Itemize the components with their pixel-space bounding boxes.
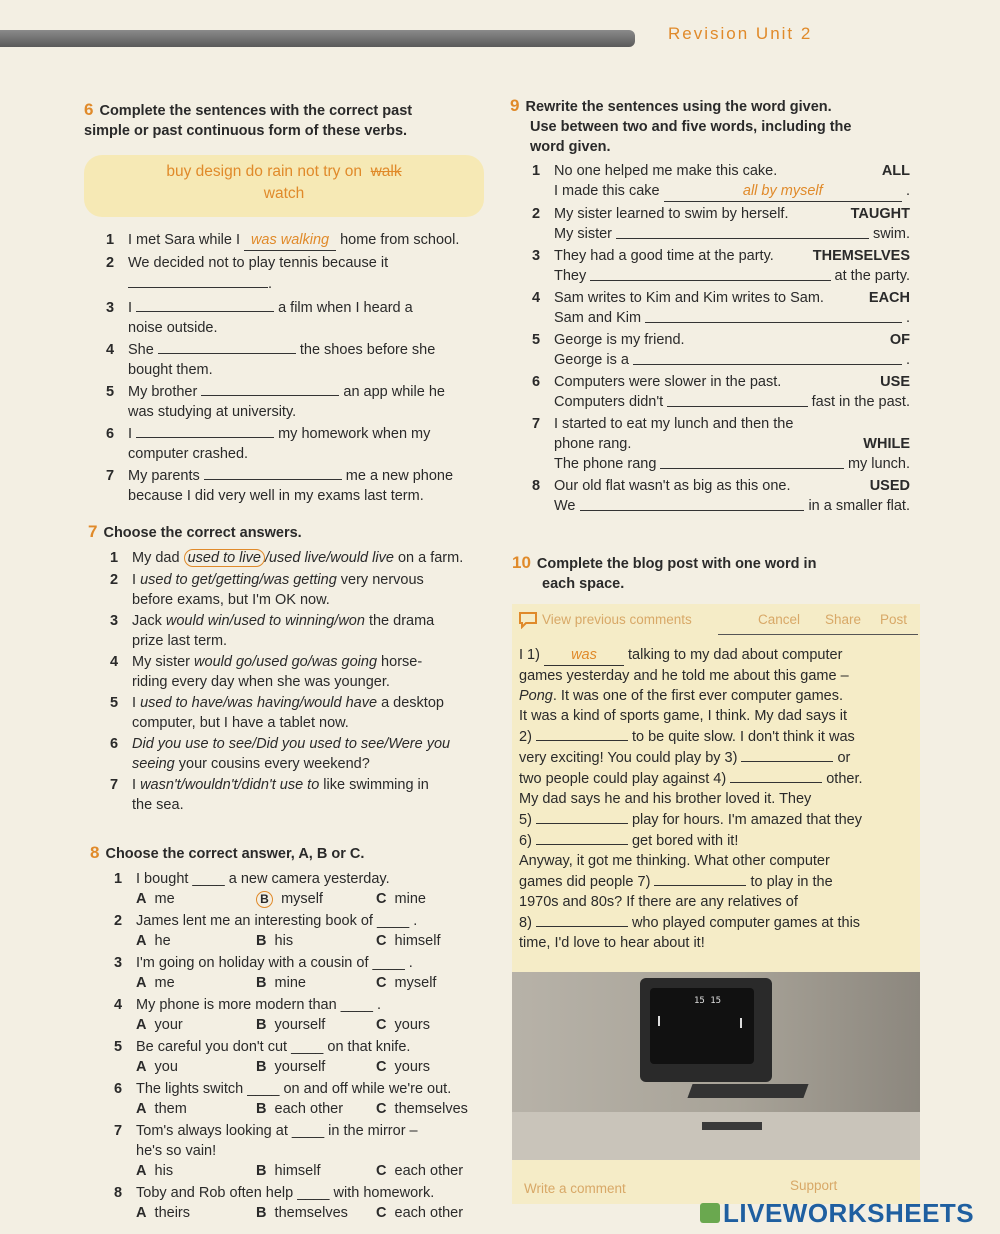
option-c[interactable]: C each other: [376, 1205, 464, 1221]
option-b[interactable]: B mine: [256, 975, 306, 991]
blog-line: games did people 7) to play in the: [519, 871, 909, 892]
blog-toolbar: [512, 604, 920, 634]
ex8-options: [114, 1161, 494, 1181]
answer-field[interactable]: [741, 747, 833, 762]
blog-line: 8) who played computer games at this: [519, 912, 909, 933]
option-a[interactable]: A his: [136, 1163, 174, 1179]
ex7-item-3: 3 Jack would win/used to winning/won the drama: [110, 613, 435, 629]
option-b[interactable]: B yourself: [256, 1059, 326, 1075]
photo-retro-computer: [512, 972, 920, 1160]
blog-line: games yesterday and he told me about this game –: [519, 668, 849, 684]
answer-options[interactable]: would go/used go/was going: [194, 654, 378, 670]
selected-answer: B: [256, 891, 273, 908]
ex6-item-4: 4 She the shoes before she: [106, 339, 496, 360]
option-c[interactable]: C himself: [376, 933, 441, 949]
answer-field[interactable]: [590, 266, 830, 281]
option-c[interactable]: C themselves: [376, 1101, 468, 1117]
support-link[interactable]: Support: [790, 1178, 838, 1193]
option-a[interactable]: A theirs: [136, 1205, 191, 1221]
ex8-item-question: 2 James lent me an interesting book of ____ .: [114, 913, 418, 929]
ex9-item: 7 I started to eat my lunch and then the: [532, 416, 794, 432]
ex8-options: [114, 889, 494, 909]
ex6-item-5: 5 My brother an app while he: [106, 381, 496, 402]
answer-field[interactable]: [158, 339, 296, 354]
blog-line: 5) play for hours. I'm amazed that they: [519, 809, 909, 830]
ex6-item-1: 1 I met Sara while I was walking home from school.: [106, 230, 496, 251]
ex8-item-question: 8 Toby and Rob often help ____ with homework.: [114, 1185, 435, 1201]
ex8-item-question: 1 I bought ____ a new camera yesterday.: [114, 871, 390, 887]
blog-line: It was a kind of sports game, I think. My dad says it: [519, 708, 847, 724]
blog-line: I 1) was talking to my dad about computer: [519, 645, 909, 666]
ex7-item-6: 6 Did you use to see/Did you used to see/Were you: [110, 736, 451, 752]
option-b[interactable]: B each other: [256, 1101, 344, 1117]
answer-options[interactable]: used to have/was having/would have: [140, 695, 378, 711]
option-c[interactable]: C each other: [376, 1163, 464, 1179]
answer-field[interactable]: [536, 809, 628, 824]
ex7-list: 1 My dad used to live /used live/would live on a farm. 2 I used to get/getting/was getting very nervous before exams, but I'm OK now. 3 Jack would win/used to winning/won the drama prize last term. 4 My sister would go/used go/was going horse- riding every day when she was younger. 5 I used to have/was having/would have a desktop computer, but I have a tablet now. 6 Did you use to see/Did you used to see/Were you seeing your cousins every weekend? 7 I wasn't/wouldn't/didn't use to like swimming in the sea.: [110, 548, 500, 815]
ex7-item-2: 2 I used to get/getting/was getting very nervous: [110, 572, 424, 588]
answer-field[interactable]: [730, 768, 822, 783]
brand-logo: LIVEWORKSHEETS: [700, 1198, 974, 1229]
answer-field[interactable]: [633, 350, 902, 365]
answer-field[interactable]: [580, 496, 805, 511]
post-button[interactable]: Post: [880, 612, 908, 627]
answer-field[interactable]: [654, 871, 746, 886]
ex6-item-6: 6 I my homework when my: [106, 423, 496, 444]
option-c[interactable]: C yours: [376, 1017, 431, 1033]
ex8-item-question: 5 Be careful you don't cut ____ on that knife.: [114, 1039, 411, 1055]
key-word: USE: [880, 374, 910, 390]
answer-options[interactable]: wasn't/wouldn't/didn't use to: [140, 777, 320, 793]
comment-icon: [518, 611, 538, 632]
answer-field[interactable]: [204, 465, 342, 480]
answer-options[interactable]: would win/used to winning/won: [165, 613, 365, 629]
option-b[interactable]: B his: [256, 933, 294, 949]
tv-icon: [640, 978, 772, 1082]
option-b[interactable]: B yourself: [256, 1017, 326, 1033]
option-c[interactable]: C myself: [376, 975, 437, 991]
option-b[interactable]: B himself: [256, 1163, 321, 1179]
answer-field[interactable]: [645, 308, 902, 323]
blog-line: 6) get bored with it!: [519, 830, 909, 851]
tv-score: 15 15: [694, 996, 722, 1006]
blog-line: Pong. It was one of the first ever computer games.: [519, 688, 844, 704]
blog-line: 1970s and 80s? If there are any relatives of: [519, 894, 798, 910]
ex9-title: 9 Rewrite the sentences using the word given. Use between two and five words, including the word given.: [510, 96, 852, 155]
write-comment-link[interactable]: Write a comment: [524, 1181, 626, 1196]
answer-field[interactable]: [536, 726, 628, 741]
answer-options[interactable]: used to get/getting/was getting: [140, 572, 337, 588]
ex6-item-2: 2 We decided not to play tennis because it: [106, 255, 389, 271]
ex6-title: 6 Complete the sentences with the correct past simple or past continuous form of these verbs.: [84, 100, 413, 139]
share-button[interactable]: Share: [825, 612, 862, 627]
ex6-number: 6: [84, 100, 94, 119]
answer-field[interactable]: [616, 224, 869, 239]
option-b[interactable]: B themselves: [256, 1205, 348, 1221]
ex6-word-box: buy design do rain not try on walk watch: [84, 155, 484, 217]
option-b[interactable]: B myself: [256, 889, 323, 909]
ex10-number: 10: [512, 553, 531, 572]
page-title: Revision Unit 2: [668, 24, 813, 43]
ex8-list: 1 I bought ____ a new camera yesterday. A me B myself C mine 2 James lent me an interesting book of ____ . A he B his C himself 3 I'm going on holiday with a cousin of ____ . A me B mine C myself 4 My phone is more modern than ____ . A your B yourself C yours 5 Be careful you don't cut ____ on that knife. A you B yourself C yours 6 The lights switch ____ on and off while we're out. A them B each other C themselves 7 Tom's always looking at ____ in the mirror – he's so vain! A his B himself C each other 8 Toby and Rob often help ____ with homework. A theirs B themselves C each other: [114, 869, 494, 1223]
ex9-item: 2 My sister learned to swim by herself. TAUGHT: [532, 206, 910, 222]
ex7-item-7: 7 I wasn't/wouldn't/didn't use to like swimming in: [110, 777, 429, 793]
ex8-options: [114, 1057, 494, 1077]
selected-answer[interactable]: used to live: [184, 549, 265, 567]
ex7-item-4: 4 My sister would go/used go/was going horse-: [110, 654, 423, 670]
ex8-options: [114, 931, 494, 951]
ex9-item: 6 Computers were slower in the past. USE: [532, 374, 910, 390]
key-word: THEMSELVES: [812, 248, 910, 264]
ex8-options: [114, 1203, 494, 1223]
ex6-item-7: 7 My parents me a new phone: [106, 465, 496, 486]
answer-field[interactable]: was: [544, 645, 624, 666]
ex7-title: 7 Choose the correct answers.: [88, 522, 302, 541]
ex8-item-question: 7 Tom's always looking at ____ in the mirror –: [114, 1123, 418, 1139]
ex9-item: 1 No one helped me make this cake. ALL: [532, 163, 910, 179]
ex6-item-3: 3 I a film when I heard a: [106, 297, 496, 318]
answer-options[interactable]: Did you use to see/Did you used to see/Were you: [132, 736, 451, 752]
answer-field[interactable]: [201, 381, 339, 396]
key-word: WHILE: [863, 436, 910, 452]
ex7-item-5: 5 I used to have/was having/would have a desktop: [110, 695, 444, 711]
option-c[interactable]: C yours: [376, 1059, 431, 1075]
answer-field[interactable]: [136, 297, 274, 312]
answer-field[interactable]: all by myself: [664, 181, 902, 202]
ex8-options: [114, 973, 494, 993]
key-word: OF: [889, 332, 910, 348]
ex10-title: 10 Complete the blog post with one word in each space.: [512, 553, 817, 592]
blog-line: My dad says he and his brother loved it. They: [519, 791, 812, 807]
answer-field[interactable]: was walking: [244, 230, 336, 251]
option-a[interactable]: A me: [136, 891, 175, 907]
ex8-item-question: 3 I'm going on holiday with a cousin of ____ .: [114, 955, 413, 971]
ex8-options: [114, 1015, 494, 1035]
ex7-item-1: 1 My dad used to live /used live/would live on a farm.: [110, 550, 464, 566]
ex9-item: 4 Sam writes to Kim and Kim writes to Sam. EACH: [532, 290, 910, 306]
answer-field[interactable]: [128, 273, 268, 288]
key-word: USED: [869, 478, 910, 494]
ex9-item: 5 George is my friend. OF: [532, 332, 910, 348]
blog-line: two people could play against 4) other.: [519, 768, 909, 789]
ex8-item-question: 6 The lights switch ____ on and off while we're out.: [114, 1081, 452, 1097]
option-a[interactable]: A me: [136, 975, 175, 991]
ex6-list: 1 I met Sara while I was walking home from school. 2 We decided not to play tennis because it . 3 I a film when I heard a noise outside. 4 She the shoes before she bought them. 5 My brother an app while he was studying at university. 6 I my homework when my computer crashed. 7 My parents me a new phone because I did very well in my exams last term.: [106, 230, 496, 506]
blog-line: very exciting! You could play by 3) or: [519, 747, 909, 768]
liveworksheets-icon: [700, 1203, 720, 1223]
ex8-title: 8 Choose the correct answer, A, B or C.: [90, 843, 365, 862]
cancel-button[interactable]: Cancel: [758, 612, 801, 627]
ex8-item-question: 4 My phone is more modern than ____ .: [114, 997, 382, 1013]
view-previous-comments-link[interactable]: View previous comments: [542, 612, 692, 627]
option-a[interactable]: A them: [136, 1101, 187, 1117]
ex9-number: 9: [510, 96, 520, 115]
option-a[interactable]: A he: [136, 933, 171, 949]
answer-field[interactable]: [536, 912, 628, 927]
option-a[interactable]: A your: [136, 1017, 183, 1033]
blog-line: time, I'd love to hear about it!: [519, 935, 705, 951]
blog-text: [519, 645, 909, 953]
ex7-number: 7: [88, 522, 98, 541]
option-c[interactable]: C mine: [376, 891, 426, 907]
answer-field[interactable]: [667, 392, 808, 407]
console-icon: [687, 1084, 808, 1098]
key-word: ALL: [881, 163, 910, 179]
key-word: EACH: [868, 290, 910, 306]
ex9-list: 1 No one helped me make this cake. ALL I made this cake all by myself . 2 My sister learned to swim by herself. TAUGHT My sister swim. 3 They had a good time at the party. THEMSELVES They at the party. 4 Sam writes to Kim and Kim writes to Sam. EACH Sam and Kim . 5 George is my friend. OF George is a . 6 Computers were slower in the past. USE Computers didn't fast in the past. 7 I started to eat my lunch and then the phone rang. WHILE The phone rang my lunch. 8 Our old flat wasn't as big as this one. USED We in a smaller flat.: [532, 163, 910, 514]
answer-field[interactable]: [536, 830, 628, 845]
option-a[interactable]: A you: [136, 1059, 178, 1075]
blog-line: 2) to be quite slow. I don't think it was: [519, 726, 909, 747]
blog-line: Anyway, it got me thinking. What other computer: [519, 853, 830, 869]
ex9-item: 8 Our old flat wasn't as big as this one. USED: [532, 478, 910, 494]
key-word: TAUGHT: [850, 206, 910, 222]
header-bar: [0, 30, 635, 47]
answer-field[interactable]: [136, 423, 274, 438]
ex8-options: [114, 1099, 494, 1119]
answer-field[interactable]: [660, 454, 844, 469]
ex8-number: 8: [90, 843, 100, 862]
ex9-item: 3 They had a good time at the party. THEMSELVES: [532, 248, 910, 264]
